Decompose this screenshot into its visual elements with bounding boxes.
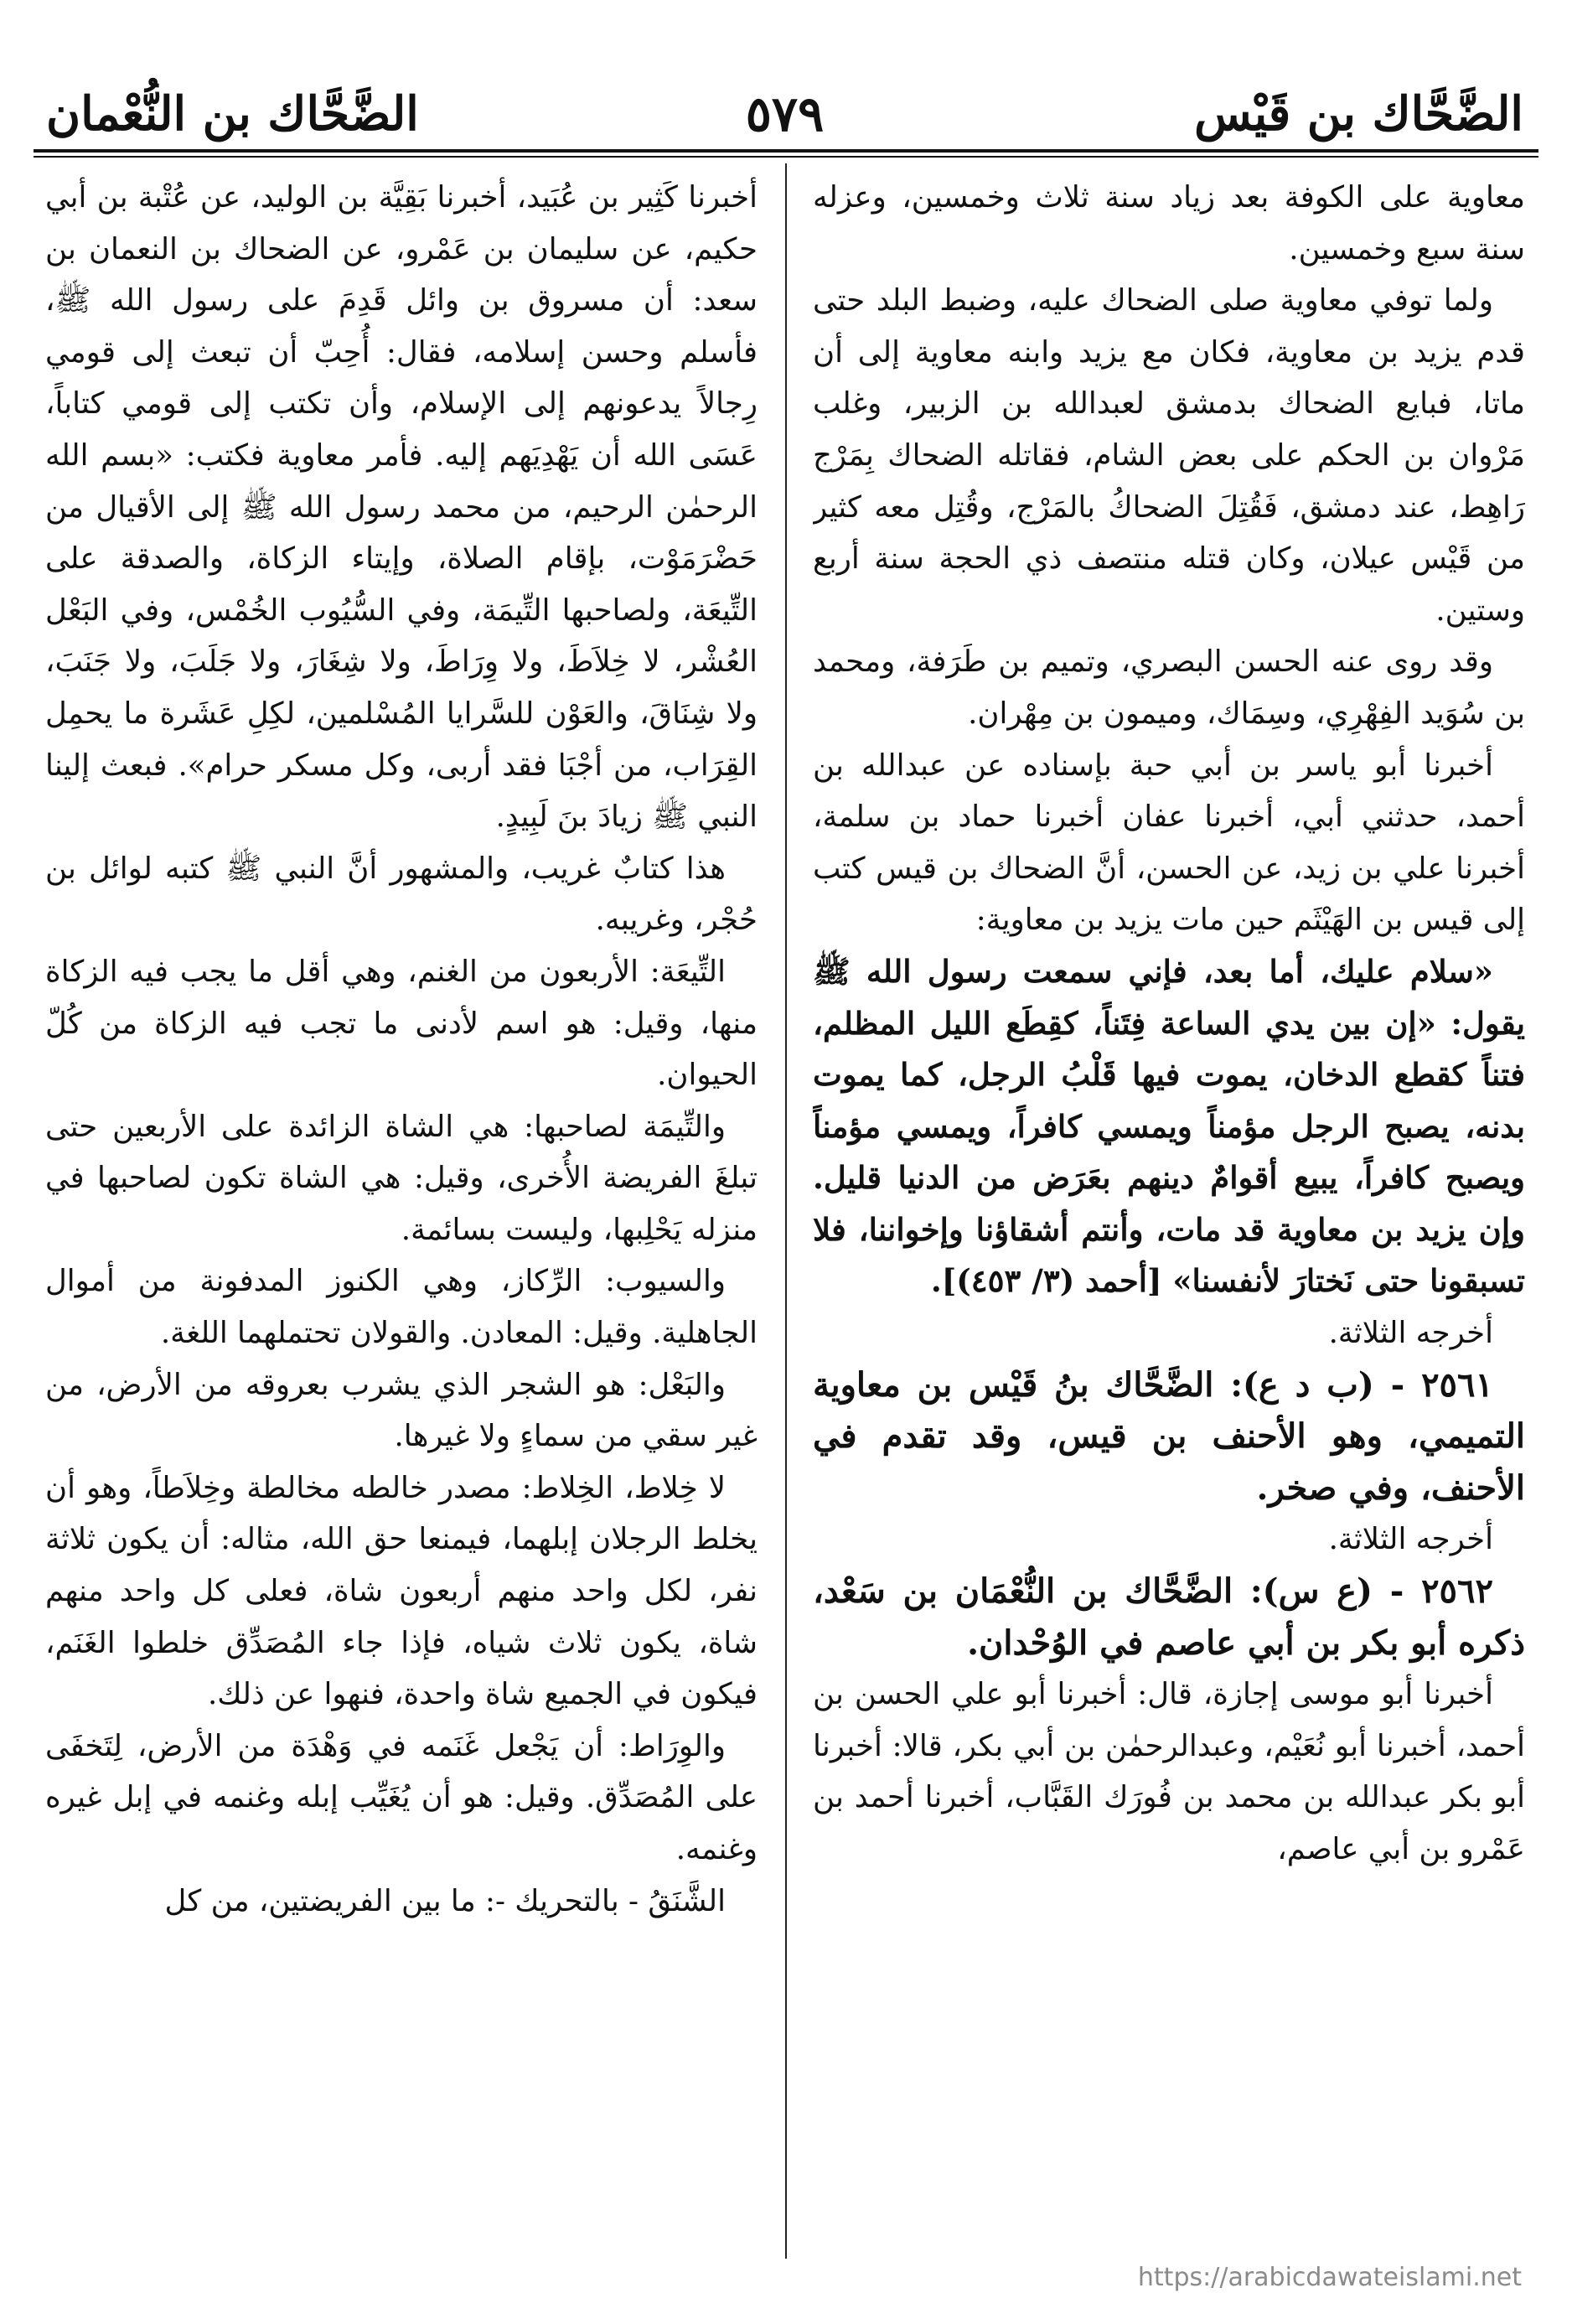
watermark-url: https://arabicdawateislami.net bbox=[1137, 2263, 1522, 2292]
paragraph: والتِّيمَة لصاحبها: هي الشاة الزائدة على الأربعين حتى تبلغَ الفريضة الأُخرى، وقيل: هي الشاة تكون لصاحبها في منزله يَحْلِبها، وليست بسائمة. bbox=[45, 1109, 758, 1247]
right-column bbox=[813, 172, 1525, 2250]
entry-heading-2562: ٢٥٦٢ - (ع س): الضَّحَّاك بن النُّعْمَان بن سَعْد، ذكره أبو بكر بن أبي عاصم في الوُحْدان. bbox=[813, 1571, 1525, 1663]
paragraph: أخبرنا أبو موسى إجازة، قال: أخبرنا أبو علي الحسن بن أحمد، أخبرنا أبو نُعَيْم، وعبدالرحمٰن بن أبي بكر، قالا: أخبرنا أبو بكر عبدالله بن محمد بن فُورَك القَبَّاب، أخبرنا أحمد بن عَمْرو بن أبي عاصم، bbox=[813, 1677, 1525, 1866]
entry-heading-2561: ٢٥٦١ - (ب د ع): الضَّحَّاك بنُ قَيْس بن معاوية التميمي، وهو الأحنف بن قيس، وقد تقدم في الأحنف، وفي صخر. bbox=[813, 1364, 1525, 1508]
header-rule-thin bbox=[34, 156, 1538, 158]
header-rule bbox=[34, 149, 1538, 153]
paragraph: والبَعْل: هو الشجر الذي يشرب بعروقه من الأرض، من غير سقي من سماءٍ ولا غيرها. bbox=[45, 1367, 758, 1454]
paragraph: أخبرنا كَثِير بن عُبَيد، أخبرنا بَقِيَّة بن الوليد، عن عُتْبة بن أبي حكيم، عن سليمان بن عَمْرو، عن الضحاك بن النعمان بن سعد: أن مسروق بن وائل قَدِمَ على رسول الله ﷺ، فأسلم وحسن إسلامه، فقال: أُحِبّ أن تبعث إلى قومي رِجالاً يدعونهم إلى الإسلام، وأن تكتب إلى قومي كتاباً، عَسَى الله أن يَهْدِيَهم إليه. فأمر معاوية فكتب: «بسم الله الرحمٰن الرحيم، من محمد رسول الله ﷺ إلى الأقيال من حَضْرَمَوْت، بإقام الصلاة، وإيتاء الزكاة، والصدقة على التِّيعَة، ولصاحبها التِّيمَة، وفي السُّيُوب الخُمْس، وفي البَعْل العُشْر، لا خِلاَطَ، ولا وِرَاطَ، ولا شِغَارَ، ولا جَلَبَ، ولا جَنَبَ، ولا شِنَاقَ، والعَوْن للسَّرايا المُسْلمين، لكِلِ عَشَرة ما يحمِل القِرَاب، من أجْبَا فقد أربى، وكل مسكر حرام». فبعث إلينا النبي ﷺ زيادَ بنَ لَبِيدٍ. bbox=[45, 180, 758, 835]
paragraph: أخبرنا أبو ياسر بن أبي حبة بإسناده عن عبدالله بن أحمد، حدثني أبي، أخبرنا عفان أخبرنا حماد بن سلمة، أخبرنا علي بن زيد، عن الحسن، أنَّ الضحاك بن قيس كتب إلى قيس بن الهَيْثَم حين مات يزيد بن معاوية: bbox=[813, 748, 1525, 938]
paragraph: والوِرَاط: أن يَجْعل غَنَمه في وَهْدَة من الأرض، لِتَخفَى على المُصَدِّق. وقيل: هو أن يُغَيِّب إبله وغنمه في إبل غيره وغنمه. bbox=[45, 1728, 758, 1866]
running-title-right: الضَّحَّاك بن قَيْس bbox=[1194, 85, 1523, 142]
paragraph: هذا كتابٌ غريب، والمشهور أنَّ النبي ﷺ كتبه لوائل بن حُجْر، وغريبه. bbox=[45, 851, 758, 938]
running-title-left: الضَّحَّاك بن النُّعْمان bbox=[46, 85, 419, 142]
paragraph: لا خِلاط، الخِلاط: مصدر خالطه مخالطة وخِلاَطاً، وهو أن يخلط الرجلان إبلهما، فيمنعا حق الله، مثاله: أن يكون ثلاثة نفر، لكل واحد منهم أربعون شاة، فعلى كل واحد منهم شاة، يكون ثلاث شياه، فإذا جاء المُصَدِّق خلطوا الغَنَم، فيكون في الجميع شاة واحدة، فنهوا عن ذلك. bbox=[45, 1470, 758, 1712]
page-header bbox=[46, 74, 1523, 153]
paragraph: التِّيعَة: الأربعون من الغنم، وهي أقل ما يجب فيه الزكاة منها، وقيل: هو اسم لأدنى ما تجب فيه الزكاة من كُلّ الحيوان. bbox=[45, 954, 758, 1093]
hadith-quote: «سلام عليك، أما بعد، فإني سمعت رسول الله ﷺ يقول: «إن بين يدي الساعة فِتَناً، كقِطَع الليل المظلم، فتناً كقطع الدخان، يموت فيها قَلْبُ الرجل، كما يموت بدنه، يصبح الرجل مؤمناً ويمسي كافراً، ويمسي مؤمناً ويصبح كافراً، يبيع أقوامٌ دينهم بعَرَض من الدنيا قليل. وإن يزيد بن معاوية قد مات، وأنتم أشقاؤنا وإخواننا، فلا تسبقونا حتى نَختارَ لأنفسنا» [أحمد (٣/ ٤٥٣)]. bbox=[813, 952, 1525, 1300]
paragraph: والسيوب: الرِّكاز، وهي الكنوز المدفونة من أموال الجاهلية. وقيل: المعادن. والقولان تحتملهما اللغة. bbox=[45, 1264, 758, 1351]
paragraph: أخرجه الثلاثة. bbox=[1328, 1522, 1493, 1557]
paragraph: ولما توفي معاوية صلى الضحاك عليه، وضبط البلد حتى قدم يزيد بن معاوية، فكان مع يزيد وابنه معاوية إلى أن ماتا، فبايع الضحاك بدمشق لعبدالله بن الزبير، وغلب مَرْوان بن الحكم على بعض الشام، فقاتله الضحاك بِمَرْج رَاهِط، عند دمشق، فَقُتِلَ الضحاكُ بالمَرْج، وقُتِل معه كثير من قَيْس عيلان، وكان قتله منتصف ذي الحجة سنة أربع وستين. bbox=[813, 283, 1525, 628]
paragraph: الشَّنَقُ - بالتحريك -: ما بين الفريضتين، من كل bbox=[164, 1883, 726, 1918]
page-number: ٥٧٩ bbox=[745, 85, 825, 142]
paragraph: أخرجه الثلاثة. bbox=[1328, 1316, 1493, 1351]
paragraph: معاوية على الكوفة بعد زياد سنة ثلاث وخمسين، وعزله سنة سبع وخمسين. bbox=[813, 180, 1525, 267]
column-divider bbox=[785, 163, 787, 2259]
paragraph: وقد روى عنه الحسن البصري، وتميم بن طَرَفة، ومحمد بن سُوَيد الفِهْرِي، وسِمَاك، وميمون بن مِهْران. bbox=[813, 644, 1525, 731]
left-column bbox=[45, 172, 758, 2250]
